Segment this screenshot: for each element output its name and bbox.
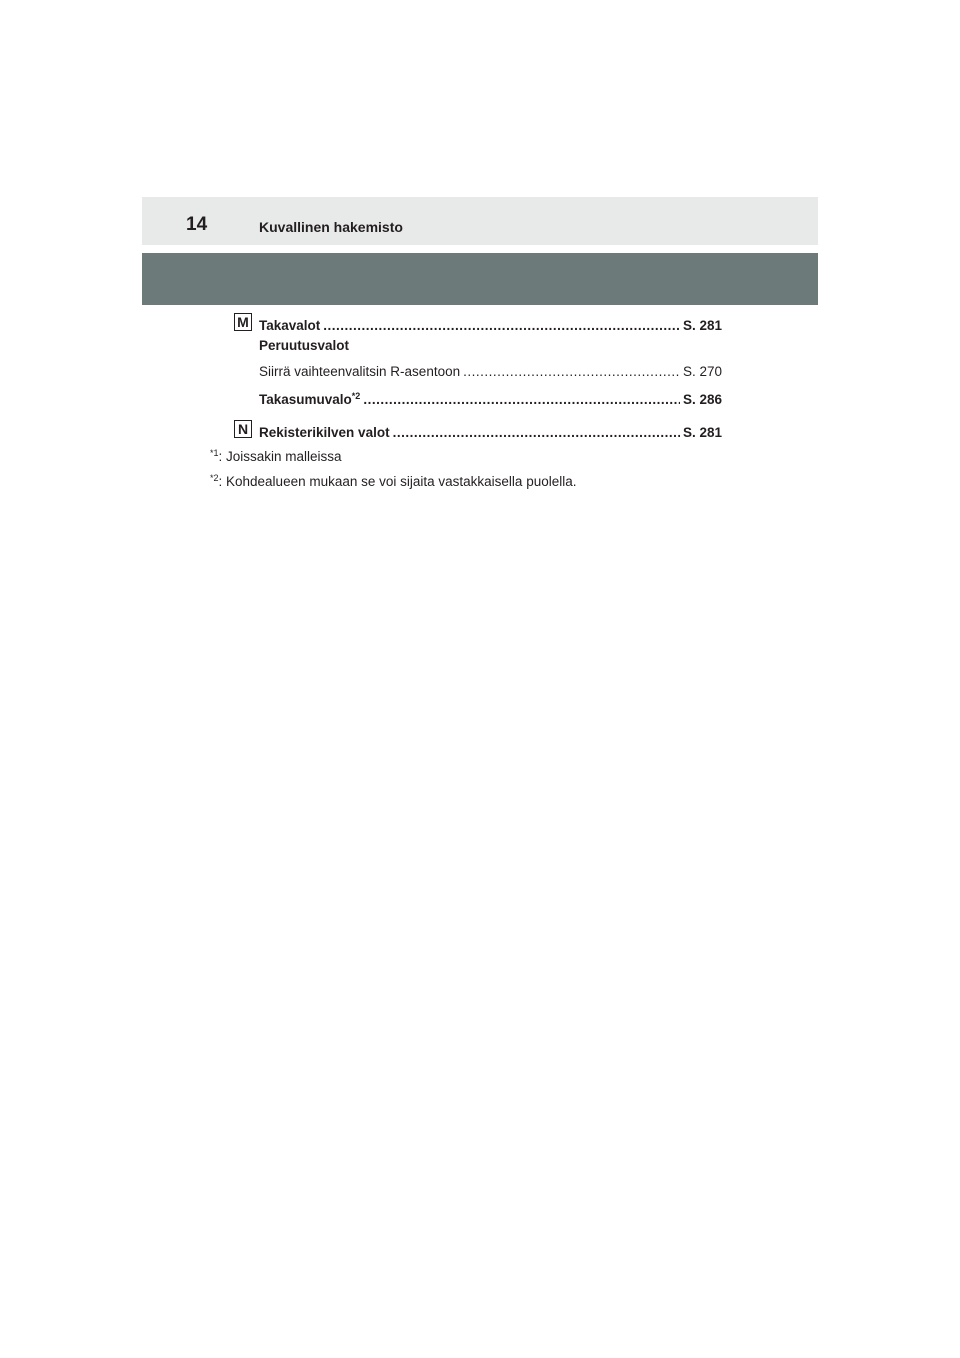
- footnote-2: [210, 473, 576, 491]
- entry-label: Takavalot: [259, 318, 321, 333]
- index-entry-rekisterikilven-valot[interactable]: [259, 424, 722, 442]
- header-bar: [142, 197, 818, 245]
- section-band: [142, 253, 818, 305]
- dot-leader: [463, 363, 680, 381]
- page-reference[interactable]: S. 286: [682, 392, 722, 407]
- page-reference[interactable]: S. 281: [682, 425, 722, 440]
- footnote-mark: *2: [210, 473, 219, 483]
- index-letter-m: M: [234, 313, 252, 331]
- footnote-1: [210, 448, 342, 466]
- dot-leader: [363, 391, 680, 409]
- section-title: Kuvallinen hakemisto: [259, 219, 403, 235]
- entry-label: Siirrä vaihteenvalitsin R-asentoon: [259, 364, 461, 379]
- footnote-text: : Kohdealueen mukaan se voi sijaita vastakkaisella puolella.: [218, 474, 577, 489]
- dot-leader: [323, 317, 680, 335]
- dot-leader: [393, 424, 680, 442]
- page-reference[interactable]: S. 270: [682, 364, 722, 379]
- index-entry-takavalot[interactable]: [259, 317, 722, 335]
- footnote-text: : Joissakin malleissa: [218, 449, 342, 464]
- footnote-mark: *1: [210, 448, 219, 458]
- index-heading-peruutusvalot: Peruutusvalot: [259, 338, 350, 353]
- page-reference[interactable]: S. 281: [682, 318, 722, 333]
- entry-label: Rekisterikilven valot: [259, 425, 390, 440]
- page-number: 14: [186, 214, 208, 235]
- index-entry-takasumuvalo[interactable]: [259, 391, 722, 409]
- index-letter-n: N: [234, 420, 252, 438]
- entry-label: [259, 391, 360, 409]
- index-entry-siirra[interactable]: [259, 363, 722, 381]
- entry-label-text: Takasumuvalo: [259, 392, 352, 407]
- footnote-marker: *2: [351, 391, 361, 401]
